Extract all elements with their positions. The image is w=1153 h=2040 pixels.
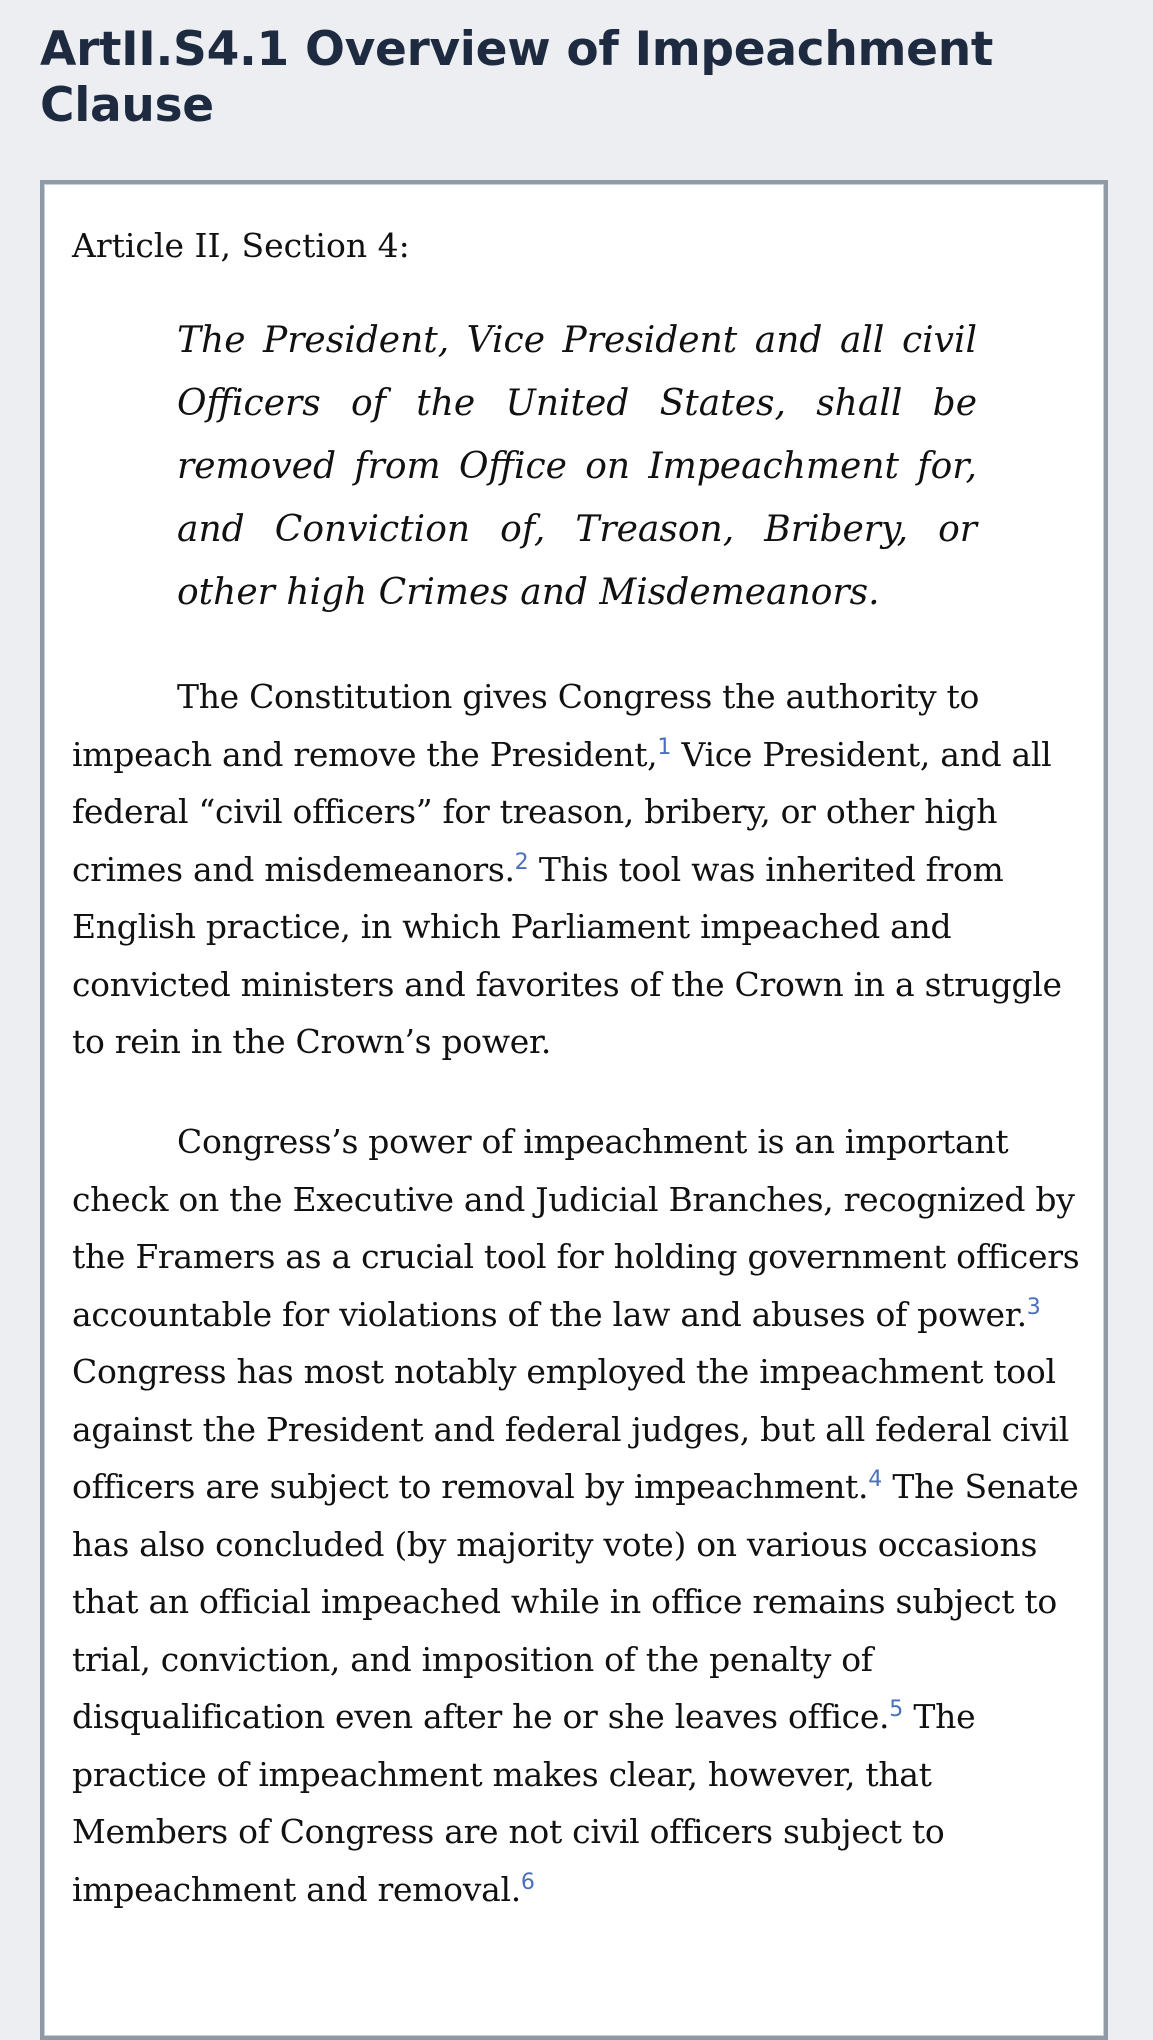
paragraph-text: The practice of impeachment makes clear, however, that Members of Congress are not civil officers subject to impeachment and removal.	[72, 1697, 976, 1909]
paragraph-text: The Constitution gives Congress the authority to impeach and remove the President,	[72, 677, 980, 774]
footnote-link-5[interactable]: 5	[889, 1697, 904, 1722]
footnote-link-2[interactable]: 2	[514, 849, 529, 875]
page-title: ArtII.S4.1 Overview of Impeachment Clause	[40, 22, 994, 133]
paragraph-2	[72, 1113, 1092, 1918]
footnote-link-1[interactable]: 1	[657, 734, 672, 760]
paragraph-text: Congress has most notably employed the impeachment tool against the President and federal judges, but all federal civil officers are subject to removal by impeachment.	[72, 1352, 1069, 1506]
constitution-quote: The President, Vice President and all civil Officers of the United States, shall be removed from Office on Impeachment for, and Conviction of, Treason, Bribery, or other high Crimes and Misdemeanors.	[177, 320, 977, 613]
section-label: Article II, Section 4:	[72, 226, 410, 265]
paragraph-text: This tool was inherited from English practice, in which Parliament impeached and convicted ministers and favorites of the Crown in a struggle to rein in the Crown’s power.	[72, 849, 1062, 1061]
footnote-link-4[interactable]: 4	[868, 1467, 883, 1492]
paragraph-text: The Senate has also concluded (by majority vote) on various occasions that an official impeached while in office remains subject to trial, conviction, and imposition of the penalty of disqualification even after he or she leaves office.	[72, 1467, 1079, 1736]
paragraph-text: Congress’s power of impeachment is an important check on the Executive and Judicial Branches, recognized by the Framers as a crucial tool for holding government officers accountable for violations of the law and abuses of power.	[72, 1122, 1080, 1334]
footnote-link-6[interactable]: 6	[520, 1869, 535, 1895]
paragraph-text: Vice President, and all federal “civil officers” for treason, bribery, or other high crimes and misdemeanors.	[72, 734, 1052, 889]
paragraph-1	[72, 668, 1092, 1071]
article-content-box	[40, 180, 1108, 2040]
footnote-link-3[interactable]: 3	[1026, 1294, 1041, 1320]
